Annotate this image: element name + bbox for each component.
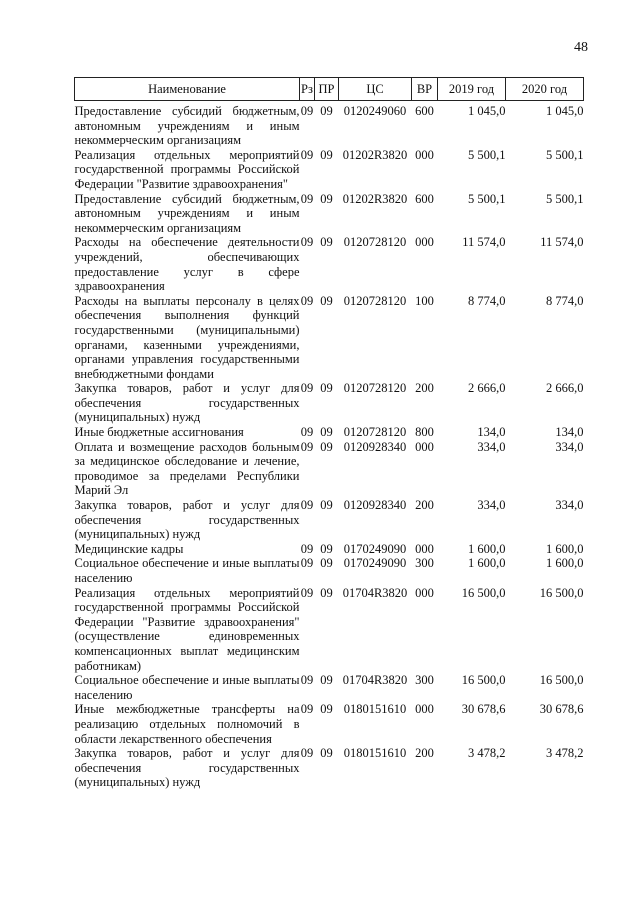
header-name: Наименование bbox=[75, 78, 300, 101]
cell-name: Закупка товаров, работ и услуг для обеспечения государственных (муниципальных) нужд bbox=[74, 746, 300, 790]
cell-rz: 09 bbox=[300, 746, 314, 761]
cell-vr: 200 bbox=[415, 381, 434, 396]
table-row bbox=[75, 702, 584, 746]
cell-2020: 334,0 bbox=[555, 498, 584, 513]
cell-name: Иные бюджетные ассигнования bbox=[74, 425, 244, 440]
cell-cs: 01202R3820 bbox=[342, 191, 408, 206]
cell-vr: 000 bbox=[415, 585, 434, 600]
cell-2020: 3 478,2 bbox=[546, 746, 584, 761]
cell-pr: 09 bbox=[320, 439, 333, 454]
table-body bbox=[75, 101, 584, 790]
cell-vr: 600 bbox=[415, 191, 434, 206]
cell-2020: 11 574,0 bbox=[540, 235, 584, 250]
header-vr: ВР bbox=[412, 78, 438, 101]
header-pr: ПР bbox=[315, 78, 339, 101]
cell-name: Предоставление субсидий бюджетным, автономным учреждениям и иным некоммерческим организациям bbox=[74, 191, 300, 235]
cell-vr: 100 bbox=[415, 293, 434, 308]
cell-rz: 09 bbox=[300, 381, 314, 396]
cell-2019: 16 500,0 bbox=[461, 585, 506, 600]
cell-cs: 0120728120 bbox=[343, 381, 407, 396]
cell-rz: 09 bbox=[300, 191, 314, 206]
table-row bbox=[75, 746, 584, 790]
cell-cs: 0120928340 bbox=[343, 498, 407, 513]
cell-2019: 134,0 bbox=[477, 425, 506, 440]
cell-name: Социальное обеспечение и иные выплаты населению bbox=[74, 556, 300, 585]
cell-vr: 200 bbox=[415, 746, 434, 761]
cell-pr: 09 bbox=[320, 556, 333, 571]
cell-name: Расходы на обеспечение деятельности учреждений, обеспечивающих предоставление услуг в сфере здравоохранения bbox=[74, 235, 300, 294]
table-row bbox=[75, 498, 584, 542]
cell-vr: 000 bbox=[415, 147, 434, 162]
cell-vr: 000 bbox=[415, 235, 434, 250]
table-row bbox=[75, 556, 584, 585]
cell-rz: 09 bbox=[300, 541, 314, 556]
cell-vr: 000 bbox=[415, 702, 434, 717]
cell-pr: 09 bbox=[320, 191, 333, 206]
cell-2019: 2 666,0 bbox=[468, 381, 506, 396]
header-row bbox=[75, 78, 584, 101]
cell-2019: 16 500,0 bbox=[461, 673, 506, 688]
table-row bbox=[75, 586, 584, 674]
cell-vr: 300 bbox=[415, 556, 434, 571]
page-number: 48 bbox=[574, 40, 588, 55]
cell-name: Социальное обеспечение и иные выплаты населению bbox=[74, 673, 300, 702]
header-rz: Рз bbox=[300, 78, 315, 101]
cell-2020: 334,0 bbox=[555, 439, 584, 454]
cell-name: Оплата и возмещение расходов больным за медицинское обследование и лечение, проводимое за пределами Республики Марий Эл bbox=[74, 439, 300, 498]
table-row bbox=[75, 294, 584, 382]
cell-name: Иные межбюджетные трансферты на реализацию отдельных полномочий в области лекарственного обеспечения bbox=[74, 702, 300, 746]
table-row bbox=[75, 440, 584, 498]
cell-rz: 09 bbox=[300, 439, 314, 454]
cell-cs: 0180151610 bbox=[343, 746, 407, 761]
cell-name: Закупка товаров, работ и услуг для обеспечения государственных (муниципальных) нужд bbox=[74, 381, 300, 425]
cell-rz: 09 bbox=[300, 104, 314, 118]
cell-cs: 0120728120 bbox=[343, 235, 407, 250]
header-2020: 2020 год bbox=[506, 78, 584, 101]
cell-2020: 1 600,0 bbox=[546, 556, 584, 571]
table-row bbox=[75, 425, 584, 440]
cell-2020: 134,0 bbox=[555, 425, 584, 440]
cell-pr: 09 bbox=[320, 541, 333, 556]
cell-cs: 0120928340 bbox=[343, 439, 407, 454]
cell-vr: 600 bbox=[415, 104, 434, 118]
table-header bbox=[75, 78, 584, 101]
header-cs: ЦС bbox=[339, 78, 412, 101]
cell-2020: 16 500,0 bbox=[539, 585, 584, 600]
table-row bbox=[75, 192, 584, 236]
cell-2019: 1 600,0 bbox=[468, 556, 506, 571]
cell-2020: 1 045,0 bbox=[546, 104, 584, 118]
cell-2019: 5 500,1 bbox=[468, 147, 506, 162]
cell-cs: 01704R3820 bbox=[342, 673, 408, 688]
cell-2019: 334,0 bbox=[477, 439, 506, 454]
cell-2019: 1 600,0 bbox=[468, 541, 506, 556]
cell-rz: 09 bbox=[300, 147, 314, 162]
cell-cs: 0170249090 bbox=[343, 541, 407, 556]
cell-rz: 09 bbox=[300, 673, 314, 688]
table-row bbox=[75, 235, 584, 293]
cell-name: Предоставление субсидий бюджетным, автономным учреждениям и иным некоммерческим организациям bbox=[74, 104, 300, 148]
cell-2019: 3 478,2 bbox=[468, 746, 506, 761]
cell-cs: 0120728120 bbox=[343, 425, 407, 440]
cell-pr: 09 bbox=[320, 381, 333, 396]
cell-pr: 09 bbox=[320, 293, 333, 308]
cell-2019: 30 678,6 bbox=[461, 702, 506, 717]
cell-2020: 1 600,0 bbox=[546, 541, 584, 556]
cell-2020: 16 500,0 bbox=[539, 673, 584, 688]
cell-rz: 09 bbox=[300, 498, 314, 513]
cell-pr: 09 bbox=[320, 235, 333, 250]
cell-cs: 01704R3820 bbox=[342, 585, 408, 600]
cell-2020: 8 774,0 bbox=[546, 293, 584, 308]
cell-rz: 09 bbox=[300, 585, 314, 600]
cell-2019: 5 500,1 bbox=[468, 191, 506, 206]
cell-2020: 5 500,1 bbox=[546, 191, 584, 206]
table-row bbox=[75, 673, 584, 702]
table-row bbox=[75, 542, 584, 557]
cell-vr: 000 bbox=[415, 541, 434, 556]
cell-pr: 09 bbox=[320, 585, 333, 600]
cell-cs: 0120728120 bbox=[343, 293, 407, 308]
cell-name: Реализация отдельных мероприятий государственной программы Российской Федерации "Развитие здравоохранения" (осуществление единовременных компенсационных выплат медицинским работникам) bbox=[74, 585, 300, 673]
cell-rz: 09 bbox=[300, 556, 314, 571]
cell-cs: 0120249060 bbox=[343, 104, 407, 118]
cell-pr: 09 bbox=[320, 147, 333, 162]
cell-name: Реализация отдельных мероприятий государственной программы Российской Федерации "Развитие здравоохранения" bbox=[74, 147, 300, 191]
budget-table bbox=[74, 77, 584, 790]
cell-2019: 8 774,0 bbox=[468, 293, 506, 308]
cell-rz: 09 bbox=[300, 293, 314, 308]
cell-name: Расходы на выплаты персоналу в целях обеспечения выполнения функций государственными (муниципальными) органами, казенными учреждениями, органами управления государственными внебюджетными фондами bbox=[74, 293, 300, 381]
cell-2020: 5 500,1 bbox=[546, 147, 584, 162]
cell-pr: 09 bbox=[320, 702, 333, 717]
cell-vr: 800 bbox=[415, 425, 434, 440]
cell-2020: 30 678,6 bbox=[539, 702, 584, 717]
table-row bbox=[75, 148, 584, 192]
cell-name: Закупка товаров, работ и услуг для обеспечения государственных (муниципальных) нужд bbox=[74, 498, 300, 542]
cell-pr: 09 bbox=[320, 498, 333, 513]
cell-pr: 09 bbox=[320, 104, 333, 118]
cell-cs: 0170249090 bbox=[343, 556, 407, 571]
table-row bbox=[75, 381, 584, 425]
header-2019: 2019 год bbox=[438, 78, 506, 101]
cell-cs: 0180151610 bbox=[343, 702, 407, 717]
cell-pr: 09 bbox=[320, 673, 333, 688]
cell-rz: 09 bbox=[300, 702, 314, 717]
cell-vr: 200 bbox=[415, 498, 434, 513]
cell-2019: 11 574,0 bbox=[462, 235, 506, 250]
cell-name: Медицинские кадры bbox=[74, 541, 184, 556]
cell-cs: 01202R3820 bbox=[342, 147, 408, 162]
cell-rz: 09 bbox=[300, 425, 314, 440]
cell-2019: 1 045,0 bbox=[468, 104, 506, 118]
cell-rz: 09 bbox=[300, 235, 314, 250]
cell-vr: 300 bbox=[415, 673, 434, 688]
cell-pr: 09 bbox=[320, 746, 333, 761]
cell-2020: 2 666,0 bbox=[546, 381, 584, 396]
cell-pr: 09 bbox=[320, 425, 333, 440]
table-row bbox=[75, 104, 584, 148]
cell-vr: 000 bbox=[415, 439, 434, 454]
cell-2019: 334,0 bbox=[477, 498, 506, 513]
